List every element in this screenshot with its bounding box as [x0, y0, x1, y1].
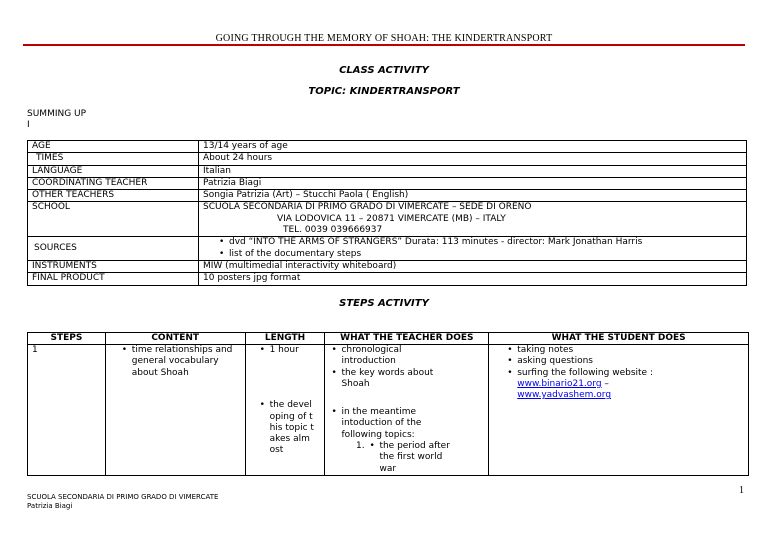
footer-school: SCUOLA SECONDARIA DI PRIMO GRADO DI VIMERCATE — [27, 493, 219, 501]
length-item-hour: • 1 hour — [258, 345, 315, 356]
content-item: • time relationships and general vocabulary about Shoah — [120, 345, 235, 379]
length-item-developing: • the developing of this topic takes almost — [258, 400, 315, 456]
other-teachers-label: OTHER TEACHERS — [28, 190, 199, 202]
times-label: TIMES — [28, 153, 199, 165]
sources-label — [28, 237, 199, 261]
length-list — [258, 345, 315, 457]
binario21-link[interactable]: www.binario21.org — [517, 378, 602, 389]
running-header: GOING THROUGH THE MEMORY OF SHOAH: THE KINDERTRANSPORT — [215, 33, 553, 44]
col-content-header: CONTENT — [105, 333, 245, 345]
student-item-notes: • taking notes — [505, 345, 668, 356]
summary-row-age — [28, 141, 747, 153]
steps-header-row — [28, 333, 749, 345]
instruments-value: MIW (multimedial interactivity whiteboard) — [199, 260, 747, 272]
teacher-item-meantime-text: in the meantime intoduction of the following topics: — [341, 407, 422, 440]
teacher-cell — [325, 345, 489, 476]
instruments-label: INSTRUMENTS — [28, 260, 199, 272]
footer-author: Patrizia Biagi — [27, 502, 73, 510]
teacher-sub-item: • 1. the period after the first world war — [367, 441, 458, 475]
steps-table — [27, 332, 749, 476]
sources-value — [199, 237, 747, 261]
other-teachers-value: Songia Patrizia (Art) – Stucchi Paola ( English) — [199, 190, 747, 202]
language-value: Italian — [199, 165, 747, 177]
yadvashem-link[interactable]: www.yadvashem.org — [517, 390, 612, 401]
final-product-value: 10 posters jpg format — [199, 273, 747, 285]
class-activity-title: CLASS ACTIVITY — [339, 65, 429, 76]
summary-row-times — [28, 153, 747, 165]
header-rule — [23, 44, 745, 46]
school-label: SCHOOL — [28, 202, 199, 237]
page-number: 1 — [739, 485, 744, 496]
summary-row-coordinating — [28, 177, 747, 189]
sources-item-dvd: • dvd “INTO THE ARMS OF STRANGERS” Durata: 113 minutes - director: Mark Jonathan Harris — [217, 237, 742, 248]
content-cell — [105, 345, 245, 476]
teacher-sublist — [341, 441, 458, 475]
col-steps-header: STEPS — [28, 333, 106, 345]
surfing-text: surfing the following website : — [517, 367, 653, 378]
coordinating-teacher-value: Patrizia Biagi — [199, 177, 747, 189]
topic-title: TOPIC: KINDERTRANSPORT — [308, 86, 460, 97]
school-line3: TEL. 0039 039666937 — [283, 225, 383, 236]
sources-label-text: SOURCES — [34, 243, 77, 254]
steps-row-1 — [28, 345, 749, 476]
teacher-item-chronological: • chronological introduction — [329, 345, 458, 368]
link-dash: – — [601, 378, 609, 389]
language-label: LANGUAGE — [28, 165, 199, 177]
student-item-surfing — [505, 368, 668, 402]
col-teacher-header: WHAT THE TEACHER DOES — [325, 333, 489, 345]
summary-row-language — [28, 165, 747, 177]
summing-up-line2: I — [27, 120, 30, 130]
final-product-label: FINAL PRODUCT — [28, 273, 199, 285]
steps-activity-title: STEPS ACTIVITY — [339, 298, 429, 309]
times-value: About 24 hours — [199, 153, 747, 165]
teacher-item-key-words: • the key words about Shoah — [329, 368, 458, 391]
summary-row-final-product — [28, 273, 747, 285]
student-cell — [489, 345, 749, 476]
age-value: 13/14 years of age — [199, 141, 747, 153]
summing-up-line1: SUMMING UP — [27, 109, 87, 119]
teacher-list — [329, 345, 458, 475]
school-line2: VIA LODOVICA 11 – 20871 VIMERCATE (MB) – ITALY — [277, 213, 506, 224]
age-label: AGE — [28, 141, 199, 153]
length-cell — [245, 345, 325, 476]
summary-row-sources — [28, 237, 747, 261]
teacher-item-meantime — [329, 407, 458, 475]
page-footer — [27, 493, 218, 511]
student-list — [505, 345, 668, 401]
summary-row-school — [28, 202, 747, 237]
summary-row-instruments — [28, 260, 747, 272]
student-item-questions: • asking questions — [505, 356, 668, 367]
school-line1: SCUOLA SECONDARIA DI PRIMO GRADO DI VIMERCATE – SEDE DI ORENO — [203, 202, 532, 213]
summary-row-other-teachers — [28, 190, 747, 202]
content-list — [120, 345, 235, 379]
school-value — [199, 202, 747, 237]
coordinating-teacher-label: COORDINATING TEACHER — [28, 177, 199, 189]
summing-up-label — [27, 109, 86, 131]
summary-table — [27, 140, 747, 286]
col-student-header: WHAT THE STUDENT DOES — [489, 333, 749, 345]
step-number: 1 — [28, 345, 106, 476]
sources-item-list: • list of the documentary steps — [217, 249, 742, 260]
col-length-header: LENGTH — [245, 333, 325, 345]
